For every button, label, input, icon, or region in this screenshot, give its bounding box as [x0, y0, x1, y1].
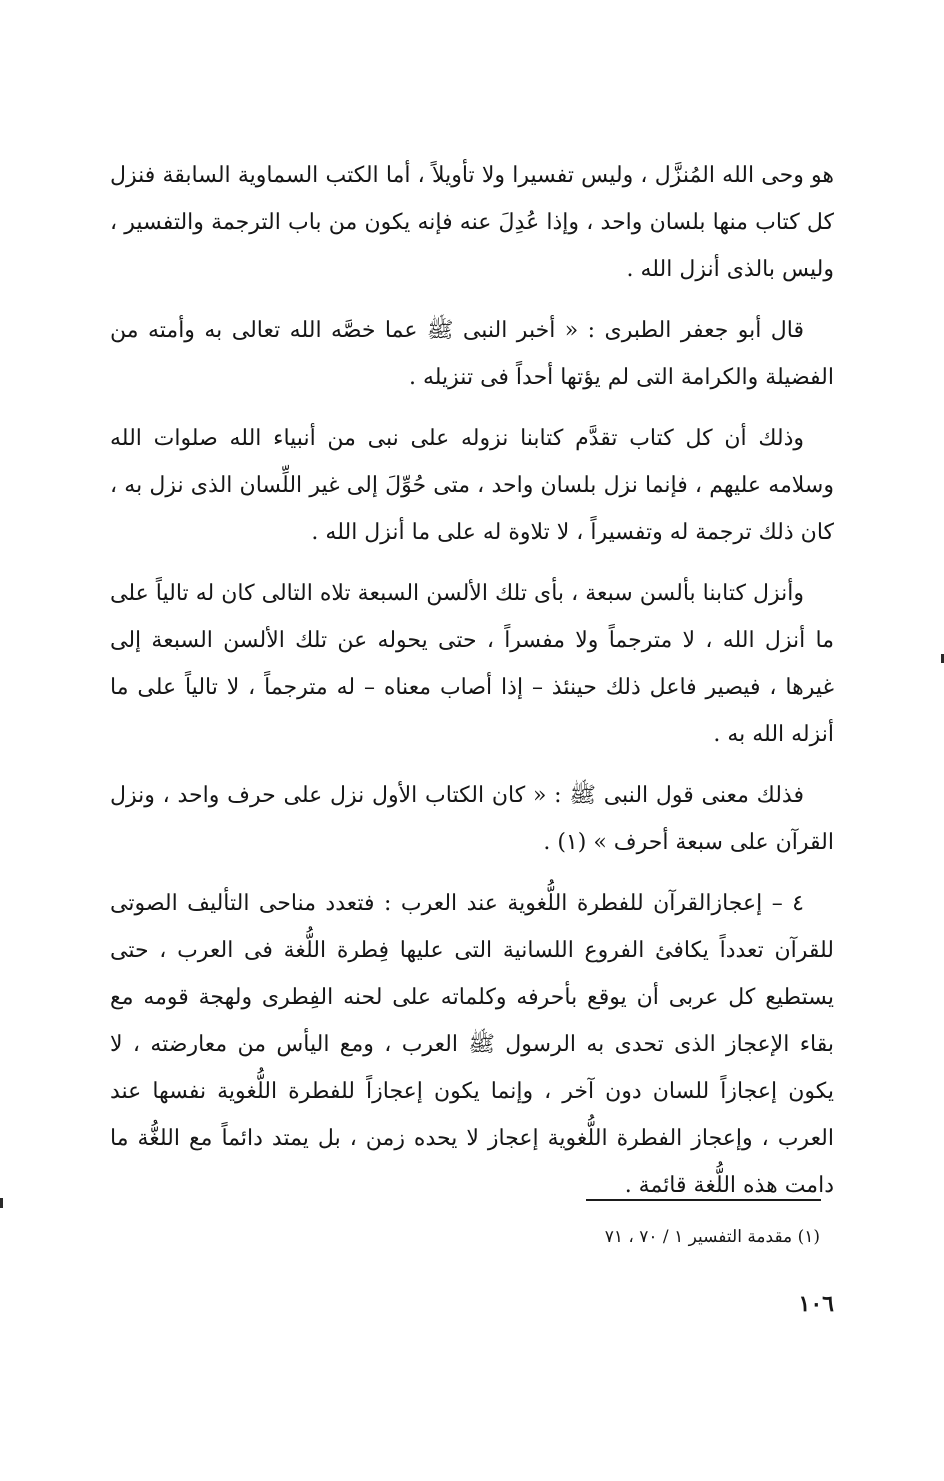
paragraph-5: فذلك معنى قول النبى ﷺ : « كان الكتاب الأول نزل على حرف واحد ، ونزل القرآن على سبعة أحرف » (١) .	[110, 783, 834, 855]
footnote-separator	[586, 1199, 821, 1201]
paragraph-3: وذلك أن كل كتاب تقدَّم كتابنا نزوله على نبى من أنبياء الله صلوات الله وسلامه عليهم ، فإنما نزل بلسان واحد ، متى حُوِّلَ إلى غير اللِّسان الذى نزل به ، كان ذلك ترجمة له وتفسيراً ، لا تلاوة له على ما أنزل الله .	[110, 426, 834, 545]
paragraph-1: هو وحى الله المُنزَّل ، وليس تفسيرا ولا تأويلاً ، أما الكتب السماوية السابقة فنزل كل كتاب منها بلسان واحد ، وإذا عُدِلَ عنه فإنه يكون من باب الترجمة والتفسير ، وليس بالذى أنزل الله .	[110, 163, 834, 282]
paragraph-6: ٤ – إعجازالقرآن للفطرة اللُّغوية عند العرب : فتعدد مناحى التأليف الصوتى للقرآن تعدداً يكافئ الفروع اللسانية التى عليها فِطرة اللُّغة فى العرب ، حتى يستطيع كل عربى أن يوقع بأحرفه وكلماته على لحنه الفِطرى ولهجة قومه مع بقاء الإعجاز الذى تحدى به الرسول ﷺ العرب ، ومع اليأس من معارضته ، لا يكون إعجازاً للسان دون آخر ، وإنما يكون إعجازاً للفطرة اللُّغوية نفسها عند العرب ، وإعجاز الفطرة اللُّغوية إعجاز لا يحده زمن ، بل يمتد دائماً مع اللغُّة ما دامت هذه اللُّغة قائمة .	[110, 891, 834, 1198]
paragraph-2: قال أبو جعفر الطبرى : « أخبر النبى ﷺ عما خصَّه الله تعالى به وأمته من الفضيلة والكرامة التى لم يؤتها أحداً فى تنزيله .	[110, 318, 834, 390]
scan-edge-mark-left	[0, 1198, 3, 1208]
paragraph-4: وأنزل كتابنا بألسن سبعة ، بأى تلك الألسن السبعة تلاه التالى كان له تالياً على ما أنزل الله ، لا مترجماً ولا مفسراً ، حتى يحوله عن تلك الألسن السبعة إلى غيرها ، فيصير فاعل ذلك حينئذ – إذا أصاب معناه – له مترجماً ، لا تالياً على ما أنزله الله به .	[110, 581, 834, 747]
body-text	[110, 152, 834, 1209]
page-number: ١٠٦	[798, 1291, 834, 1317]
footnote: (١) مقدمة التفسير ١ / ٧٠ ، ٧١	[604, 1227, 820, 1247]
